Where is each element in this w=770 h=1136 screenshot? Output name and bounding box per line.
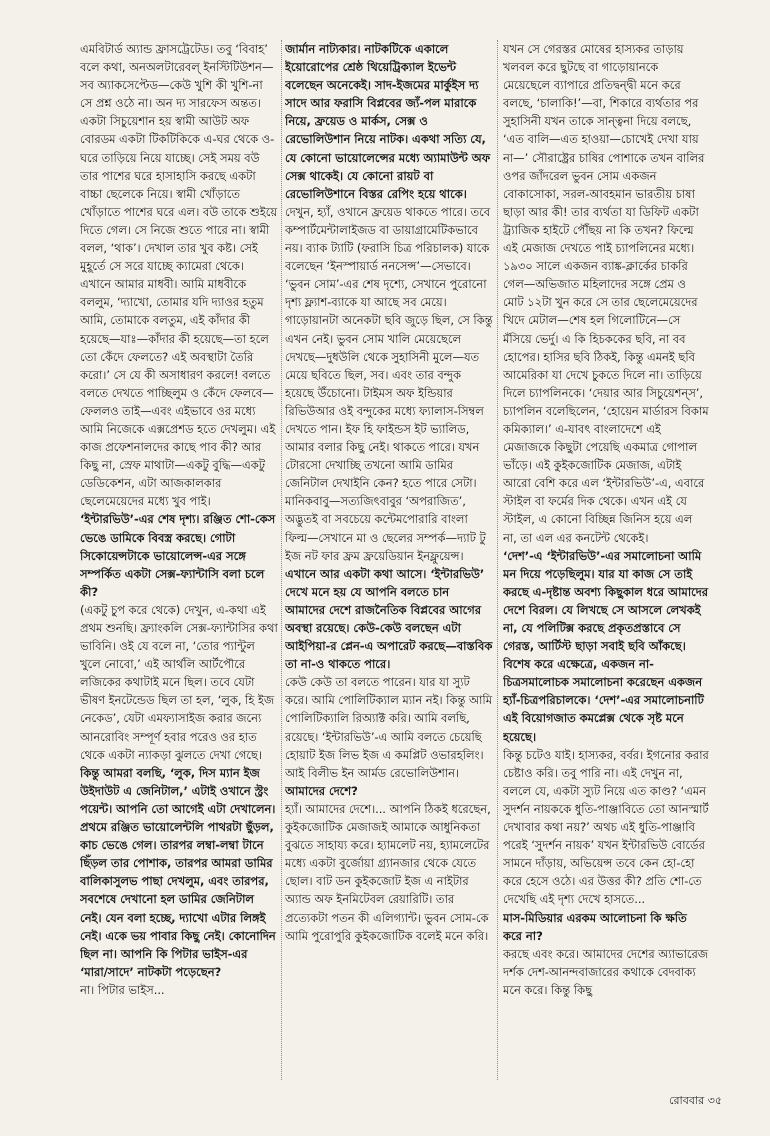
column-divider — [281, 40, 282, 1080]
answer-paragraph: করছে এবং করে। আমাদের দেশের অ্যাভারেজ দর্শক দেশ-আনন্দবাজারের কথাকে বেদবাক্য মনে করে। কিন্তু কিছু — [503, 946, 709, 997]
answer-paragraph: যখন সে গেরস্তর মোষের হাস্যকর তাড়ায় খলবল করে ছুটছে বা গাড়োয়ানকে মেয়েছেলে ব্যাপারে প্রতিদ্বন্দ্বী মনে করে বলছে, ‘চালাকি!’—বা, শিকারে ব্যর্থতার পর সুহাসিনী যখন তাকে সান্ত্বনা দিয়ে বলছে, ‘এত বালি—এত হাওয়া—চোখেই দেখা যায় না—’ সৌরাষ্ট্রের চাষির পোশাকে তখন বালির ওপর জাঁদরেল ভুবন সোম একজন বোকাসোকা, সরল-আবহমান ভারতীয় চাষা ছাড়া আর কী! তার ব্যর্থতা যা ডিফিট একটা ট্র্যাজিক হাইটে পৌঁছয় না কি তখন? ফিল্মে এই মেজাজ দেখতে পাই চ্যাপলিনের মধ্যে। ১৯৩০ সালে একজন ব্যাঙ্ক-ক্লার্কের চাকরি গেল—অভিজাত মহিলাদের সঙ্গে প্রেম ও মোট ১২টা খুন করে সে তার ছেলেমেয়েদের খিদে মেটাল—শেষ হল গিলোটিনে—সে মঁসিয়ে ভের্দু। এ কি হিচককের ছবি, না বব হোপের। হাসির ছবি ঠিকই, কিন্তু এমনই ছবি আমেরিকা যা দেখে চুকতে দিলে না। তাড়িয়ে দিলে চ্যাপলিনকে। ‘দেয়ার আর সিচুয়েশন্‌স’, চ্যাপলিন বলেছিলেন, ‘হোয়েন মার্ডারস বিকাম কমিক্যাল।’ এ-যাবৎ বাংলাদেশে এই মেজাজকে কিছুটা পেয়েছি একমাত্র গোপাল ভাঁড়ে। এই কুইকজোটিক মেজাজ, এটাই আরো বেশি করে এল ‘ইন্টারভিউ’-এ, এবারে স্টাইল বা ফর্মের দিক থেকে। এখন এই যে স্টাইল, এ কোনো বিচ্ছিন্ন জিনিস হয়ে এল না, তা এল এর কনটেন্ট থেকেই। — [503, 42, 709, 545]
text-column-2 — [285, 40, 493, 1080]
question-paragraph: জার্মান নাট্যকার। নাটকটিকে একালে ইয়োরোপের শ্রেষ্ঠ থিয়েট্রিক্যাল ইভেন্ট বলেছেন অনেকেই। সাদ-ইজমের মার্কুইস দ্য সাদে আর ফরাসি বিপ্লবের জ্যঁ-পল মারাকে নিয়ে, ফ্রয়েড ও মার্কস, সেক্স ও রেভোলিউশান নিয়ে নাটক। একথা সত্যি যে, যে কোনো ভায়োলেন্সের মধ্যে অ্যামাউন্ট অফ সেক্স থাকেই। যে কোনো রায়ট বা রেভোলিউশানে বিস্তর রেপিং হয়ে থাকে। — [285, 42, 491, 201]
question-paragraph: আমাদের দেশে? — [285, 783, 358, 798]
question-paragraph: ‘ইন্টারভিউ’-এর শেষ দৃশ্য। রঞ্জিত শো-কেস ভেঙে ডামিকে বিবস্ত্র করছে। গোটা সিকোয়েন্সটাকে ভায়োলেন্স-এর সঙ্গে সম্পর্কিত একটা সেক্স-ফ্যান্টাসি বলা চলে কী? — [80, 512, 276, 599]
answer-paragraph: হ্যাঁ। আমাদের দেশে।... আপনি ঠিকই ধরেছেন, কুইকজোটিক মেজাজই আমাকে আধুনিকতা বুঝতে সাহায্য করে। হ্যামলেট নয়, হ্যামলেটের মধ্যে একটা বুর্জোয়া গ্র্যানজার থেকে যেতে ছোল। বাট ডন কুইকজোট ইজ এ নাইটার অ্যান্ড অফ ইনমিটেবল রেয়ারিটি। তার প্রত্যেকটা পতন কী এলিগ্যান্ট। ভুবন সোম-কে আমি পুরোপুরি কুইকজোটিক বলেই মনে করি। — [285, 801, 491, 943]
answer-paragraph: (একটু চুপ করে থেকে) দেখুন, এ-কথা এই প্রথম শুনছি। ফ্র্যাংকলি সেক্স-ফ্যান্টাসির কথা ভাবিনি। ওই যে বলে না, ‘তোর প্যান্টুল খুলে নোবো,’ এই আর্থলি আর্টপৌরে লজিকের কথাটাই মনে ছিল। তবে যেটা ভীষণ ইনটেন্ডেড ছিল তা হল, ‘লুক, হি ইজ নেকেড’, যেটা এমফ্যাসাইজ করার জন্যে আনরোবিং সম্পূর্ণ হবার পরেও ওর হাত থেকে একটা ন্যাকড়া ঝুলতে দেখা গেছে। — [80, 602, 278, 762]
answer-paragraph: কিন্তু চটেও যাই। হাস্যকর, বর্বর। ইগনোর করার চেষ্টাও করি। তবু পারি না। এই দেখুন না, বললে যে, একটা স্যুট নিয়ে এত কাণ্ড? ‘এমন সুদর্শন নায়ককে ধুতি-পাঞ্জাবিতে তো আনস্মার্ট দেখাবার কথা নয়?’ অথচ এই ধুতি-পাঞ্জাবি পরেই ‘সুদর্শন নায়ক’ যখন ইন্টারভিউ বোর্ডের সামনে দাঁড়ায়, অভিয়েন্স তবে কেন হো-হো করে হেসে ওঠে। এর উত্তর কী? প্রতি শো-তে দেখেছি এই দৃশ্য দেখে হাসতে... — [503, 747, 709, 907]
column-divider — [497, 40, 498, 1080]
text-column-1 — [80, 40, 278, 1080]
question-paragraph: এখানে আর একটা কথা আসে। ‘ইন্টারভিউ’ দেখে মনে হয় যে আপনি বলতে চান আমাদের দেশে রাজনৈতিক বিপ্লবের আগের অবস্থা রয়েছে। কেউ-কেউ বলছেন এটা আইপিয়া-র প্লেন-এ অপারেট করছে—বাস্তবিক তা না-ও থাকতে পারে। — [285, 566, 493, 672]
text-column-3 — [503, 40, 709, 1080]
question-paragraph: ‘দেশ’-এ ‘ইন্টারভিউ’-এর সমালোচনা আমি মন দিয়ে পড়েছিলুম। যার যা কাজ সে তাই করছে এ-দৃষ্টান্ত অবশ্য কিছুকাল ধরে আমাদের দেশে বিরল। যে লিখছে সে আসলে লেখকই না, যে পলিটিক্স করছে প্রকৃতপ্রস্তাবে সে গেরস্ত, আর্টিস্ট ছাড়া সবাই ছবি আঁকছে। বিশেষ করে এক্ষেত্রে, একজন না-চিত্রসমালোচক সমালোচনা করেছেন একজন হ্যাঁ-চিত্রপরিচালকে। ‘দেশ’-এর সমালোচনাটি এই বিয়োগজাত কমপ্লেক্স থেকে সৃষ্ট মনে হয়েছে। — [503, 548, 709, 744]
answer-paragraph: না। পিটার ভাইস... — [80, 982, 165, 997]
answer-paragraph: এমবিটার্ড অ্যান্ড ফ্রাসট্রেটেড। তবু ‘বিবাহ’ বলে কথা, অনঅলটারেবল্‌ ইনস্টিটিউশন—সব অ্যাকসেপ্টেড—কেউ খুশি কী খুশি-না সে প্রশ্ন ওঠে না। অন দ্য সারফেস অন্তত। একটা সিচুয়েশান হয় স্বামী আউট অফ বোরডম একটা টিকটিকিকে এ-ঘর থেকে ও-ঘরে তাড়িয়ে নিয়ে যাচ্ছে। সেই সময় বউ তার পাশের ঘরে হাসাহাসি করছে একটা বাচ্চা ছেলেকে নিয়ে। স্বামী খোঁড়াতে খোঁড়াতে পাশের ঘরে এল। বউ তাকে শুইয়ে দিতে গেল। সে নিজে শুতে পারে না। স্বামী বলল, ‘থাক’। দেখাল তার খুব কষ্ট। সেই মুহূর্তে সে সরে যাচ্ছে ক্যামেরা থেকে। এখানে আমার মাধবী। আমি মাধবীকে বললুম, ‘দ্যাখো, তোমার যদি দ্যাওর হতুম আমি, তোমাকে বলতুম, এই কাঁদার কী হয়েছে—যাঃ—কাঁদার কী হয়েছে—তা হলে তো কেঁদে ফেলতে? এই অবস্থাটা তৈরি করো।’ সে যে কী অসাধারণ করলে! বলতে বলতে দেখতে পাচ্ছিলুম ও কেঁদে ফেলবে—ফেললও তাই—এবং এইভাবে ওর মধ্যে আমি নিজেকে এক্সপ্রেশড হতে দেখলুম। এই কাজ প্রফেশনালদের কাছে পাব কী? আর কিছু না, স্রেফ মাথাটা—একটু বুদ্ধি—একটু ডেডিকেশন, এটা আজকালকার ছেলেমেয়েদের মধ্যে খুব পাই। — [80, 42, 278, 509]
question-paragraph: কিন্তু আমরা বলছি, ‘লুক, দিস ম্যান ইজ উইদাউট এ জেনিটাল,’ এটাই ওখানে স্ট্রং পয়েন্ট। আপনি তো আগেই এটা দেখালেন। প্রথমে রঞ্জিত ভায়োলেন্টলি পাথরটা ছুঁড়ল, কাচ ভেঙে গেল। তারপর লম্বা-লম্বা টানে ছিঁড়ল তার পোশাক, তারপর আমরা ডামির বালিকাসুলভ পাছা দেখলুম, এবং তারপর, সবশেষে দেখানো হল ডামির জেনিটাল নেই। যেন বলা হচ্ছে, দ্যাখো এটার লিঙ্গই নেই। একে ভয় পাবার কিছু নেই। কোনোদিন ছিল না। আপনি কি পিটার ভাইস-এর ‘মারা/সাদে’ নাটকটা পড়েছেন? — [80, 765, 276, 979]
answer-paragraph: দেখুন, হ্যাঁ, ওখানে ফ্রয়েড থাকতে পারে। তবে কম্পার্টমেন্টালাইজড বা ডায়াগ্রামেটিকভাবে নয়। ব্যাক ট্যাটি (ফরাসি চিত্র পরিচালক) যাকে বলেছেন ‘ইনস্পায়ার্ড ননসেন্স’—সেভাবে। ‘ভুবন সোম’-এর শেষ দৃশ্যে, সেখানে পুরোনো দৃশ্য ফ্ল্যাশ-ব্যাকে যা আছে সব মেয়ে। গাড়োয়ানটা অনেকটা ছবি জুড়ে ছিল, সে কিন্তু এখন নেই। ভুবন সোম খালি মেয়েছেলে দেখছে—দুধউলি থেকে সুহাসিনী মুলে—যত মেয়ে ছবিতে ছিল, সব। এবং তার বন্দুক হয়েছে উঁচোনো। টাইমস অফ ইন্ডিয়ার রিভিউআর ওই বন্দুকের মধ্যে ফ্যালাস-সিম্বল দেখতে পান। ইফ হি ফাইন্ডস ইট ভ্যালিড, আমার বলার কিছু নেই। থাকতে পারে। যখন টোরসো দেখাচ্ছি তখনো আমি ডামির জেনিটাল দেখাইনি কেন? হতে পারে সেটা। মানিকবাবু—সত্যজিৎবাবুর ‘অপরাজিত’, অদ্ভুতই বা সবচেয়ে কন্টেমপোরারি বাংলা ফিল্ম—সেখানে মা ও ছেলের সম্পর্ক—দ্যাট টু ইজ নট ফার ফ্রম ফ্রয়েডিয়ান ইনফ্লুয়েন্স। — [285, 204, 493, 563]
question-paragraph: মাস-মিডিয়ার এরকম আলোচনা কি ক্ষতি করে না? — [503, 910, 687, 943]
page-footer: রোববার ৩৫ — [669, 1094, 722, 1107]
answer-paragraph: কেউ কেউ তা বলতে পারেন। যার যা স্যুট করে। আমি পোলিটিক্যাল ম্যান নই। কিন্তু আমি পোলিটিক্যালি রিঅ্যাক্ট করি। আমি বলছি, রয়েছে। ‘ইন্টারভিউ’-এ আমি বলতে চেয়েছি হোয়াট ইজ লিভ ইজ এ কমপ্লিট ওভারহলিং। আই বিলীভ ইন আর্মড রেভোলিউশান। — [285, 675, 493, 780]
